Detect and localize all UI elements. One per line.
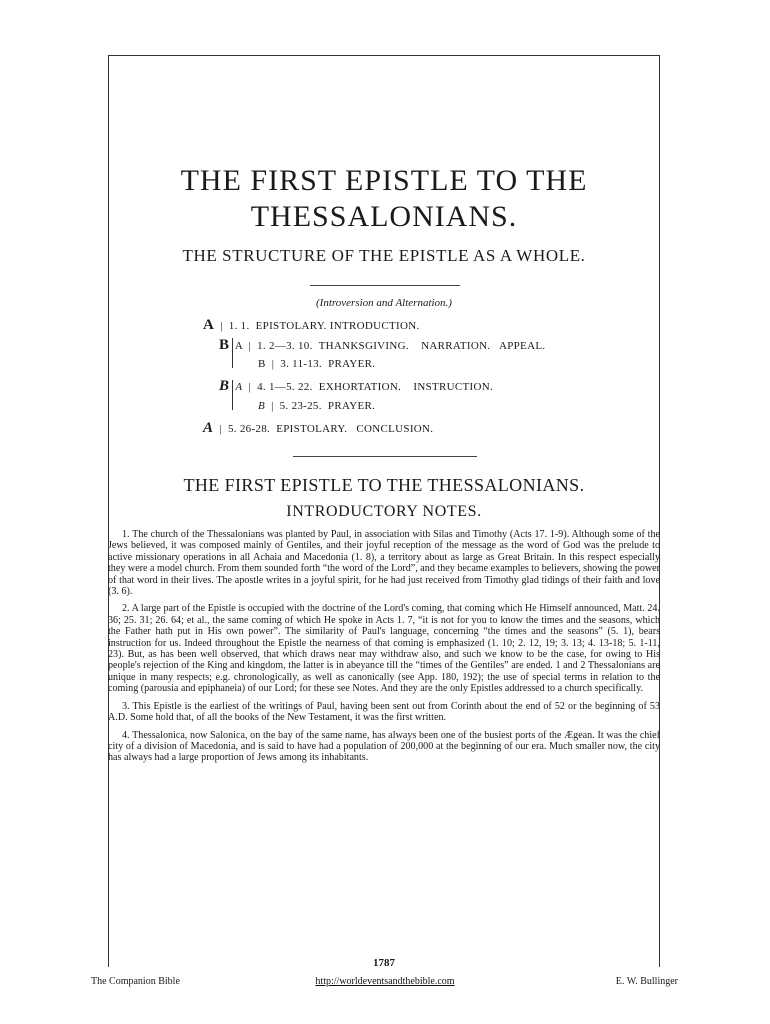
structure-subtitle: THE STRUCTURE OF THE EPISTLE AS A WHOLE. [182,246,586,265]
footer-right: E. W. Bullinger [615,976,678,987]
structure-separator: | [219,423,222,435]
introductory-notes [108,529,660,770]
structure-letter: A [203,317,215,333]
structure-text: EPISTOLARY. CONCLUSION. [276,423,434,435]
structure-sub-letter: A [234,340,243,352]
structure-letter: B [219,378,230,394]
structure-sub-letter: B [258,400,266,412]
structure-separator: | [220,320,223,332]
footer-left: The Companion Bible [91,976,180,987]
structure-separator: | [248,340,252,352]
structure-ref: 1. 2—3. 10. [257,340,313,352]
structure-row [219,337,545,354]
note-paragraph: 1. The church of the Thessalonians was planted by Paul, in association with Silas and Timothy (Acts 17. 1-9). Although some of the Jews believed, it was composed mainly of Gentiles, and their joyful reception of the message as the word of God was the prelude to active missionary operations in all Achaia and Macedonia (1. 8), a territory about as large as Great Britain. In this respect especially they were a model church. From them sounded forth “the word of the Lord”, and they became examples to believers, showing the power of that word in their lives. The apostle writes in a joyful spirit, for he had just received from Timothy glad tidings of their faith and love (3. 6). [108,529,660,598]
note-paragraph: 4. Thessalonica, now Salonica, on the bay of the same name, has always been one of the busiest ports of the Ægean. It was the chief city of a division of Macedonia, and is said to have had a population of 200,000 at the beginning of our era. Much smaller now, the city has always had a large proportion of Jews among its inhabitants. [108,729,660,764]
structure-text: EXHORTATION. INSTRUCTION. [318,381,494,393]
title-line-1: THE FIRST EPISTLE TO THE [180,164,588,197]
page-title [108,163,660,235]
structure-text: PRAYER. [328,358,376,370]
structure-separator: | [271,358,275,370]
structure-row [203,420,433,437]
structure-row [258,358,375,370]
structure-row [219,378,493,395]
structure-separator: | [248,381,252,393]
footer-link[interactable]: http://worldeventsandthebible.com [315,976,455,987]
structure-sub-letter: B [258,358,266,370]
divider-rule [310,285,460,286]
structure-note: (Introversion and Alternation.) [316,297,452,309]
structure-ref: 5. 26-28. [227,423,271,435]
structure-separator: | [271,400,274,412]
structure-row [203,317,420,334]
structure-text: PRAYER. [327,400,376,412]
divider-rule [293,456,477,457]
notes-heading: INTRODUCTORY NOTES. [286,503,482,520]
structure-ref: 5. 23-25. [279,400,322,412]
structure-row [258,400,375,412]
structure-ref: 1. 1. [228,320,250,332]
note-paragraph: 2. A large part of the Epistle is occupied with the doctrine of the Lord's coming, that coming which He Himself announced, Matt. 24. 36; 25. 31; 26. 64; et al., the same coming of which He spoke in Acts 1. 7, “it is not for you to know the times and the seasons, which the Father hath put in His own power”. The similarity of Paul's language, concerning “the times and the seasons” (5. 1), bears instruction for us. Indeed throughout the Epistle the nearness of that coming is emphasized (1. 10; 2. 12, 19; 3. 13; 4. 13-18; 5. 1-11, 23). But, as has been well observed, that which draws near may withdraw also, and such we know to be the case, for owing to His people's rejection of the King and kingdom, the latter is in abeyance till the “times of the Gentiles” are ended. 1 and 2 Thessalonians are unique in many respects; e.g. chronologically, as well as canonically (see App. 180, 192); the use of special terms in relation to the coming (parousia and epiphaneia) of our Lord; for these see Notes. And they are the only Epistles addressed to a church specifically. [108,603,660,695]
structure-ref: 4. 1—5. 22. [257,381,313,393]
note-paragraph: 3. This Epistle is the earliest of the writings of Paul, having been sent out from Corinth about the end of 52 or the beginning of 53 A.D. Some hold that, of all the books of the New Testament, it was the first written. [108,700,660,724]
structure-text: EPISTOLARY. INTRODUCTION. [255,320,420,332]
structure-letter: B [219,337,230,353]
structure-text: THANKSGIVING. NARRATION. APPEAL. [318,340,546,352]
section-title: THE FIRST EPISTLE TO THE THESSALONIANS. [183,475,585,495]
structure-ref: 3. 11-13. [280,358,322,370]
structure-letter: A [203,420,214,436]
page-number: 1787 [373,957,395,969]
structure-sub-letter: A [235,381,243,393]
title-line-2: THESSALONIANS. [250,200,518,233]
